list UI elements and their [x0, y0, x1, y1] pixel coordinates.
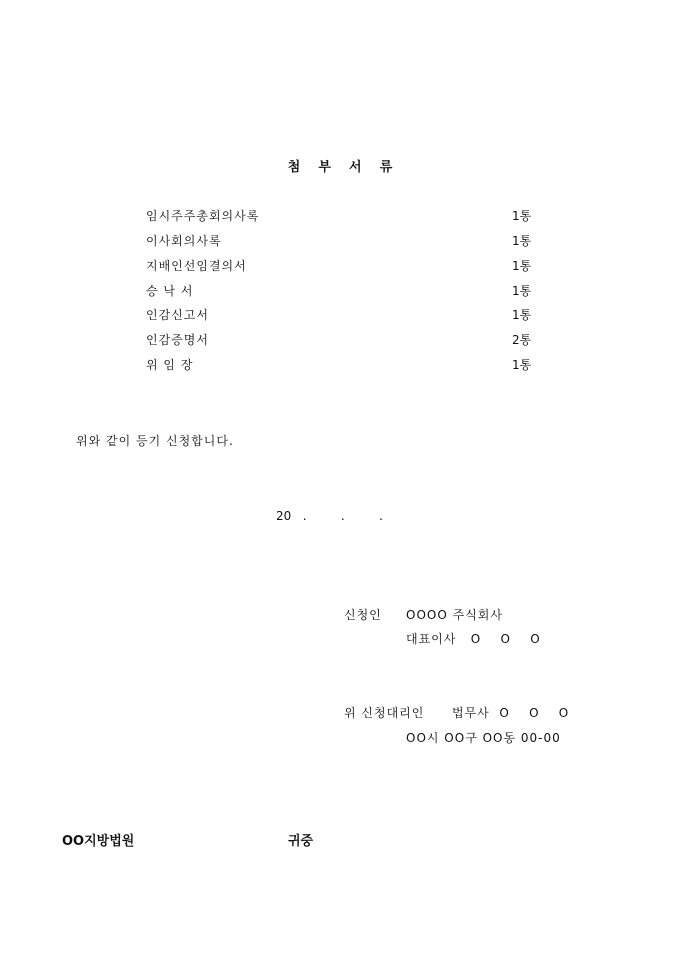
applicant-label: 신청인: [344, 608, 382, 622]
honorific: 귀중: [288, 834, 314, 849]
attachment-qty: 1통: [512, 358, 532, 372]
attachment-qty: 2통: [512, 333, 532, 347]
attachment-name: 인감증명서: [146, 333, 209, 347]
attachment-qty: 1통: [512, 259, 532, 273]
agent-label: 위 신청대리인: [344, 706, 425, 720]
attachment-name: 승 낙 서: [146, 284, 194, 298]
applicant-representative: 대표이사 O O O: [406, 632, 541, 646]
attachment-qty: 1통: [512, 284, 532, 298]
attachment-qty: 1통: [512, 234, 532, 248]
court-name: OO지방법원: [62, 834, 135, 849]
attachment-qty: 1통: [512, 209, 532, 223]
attachment-name: 이사회의사록: [146, 234, 222, 248]
attachment-qty: 1통: [512, 308, 532, 322]
attachment-name: 인감신고서: [146, 308, 209, 322]
filing-date: 20 . . .: [276, 509, 383, 523]
agent-address: OO시 OO구 OO동 00-00: [406, 731, 561, 745]
agent-title: 법무사 O O O: [452, 706, 570, 720]
attachment-name: 지배인선임결의서: [146, 259, 247, 273]
attachment-name: 위 임 장: [146, 358, 194, 372]
applicant-company: OOOO 주식회사: [406, 608, 503, 622]
request-statement: 위와 같이 등기 신청합니다.: [76, 434, 234, 448]
attachment-name: 임시주주총회의사록: [146, 209, 260, 223]
page-title: 첨 부 서 류: [287, 160, 393, 175]
